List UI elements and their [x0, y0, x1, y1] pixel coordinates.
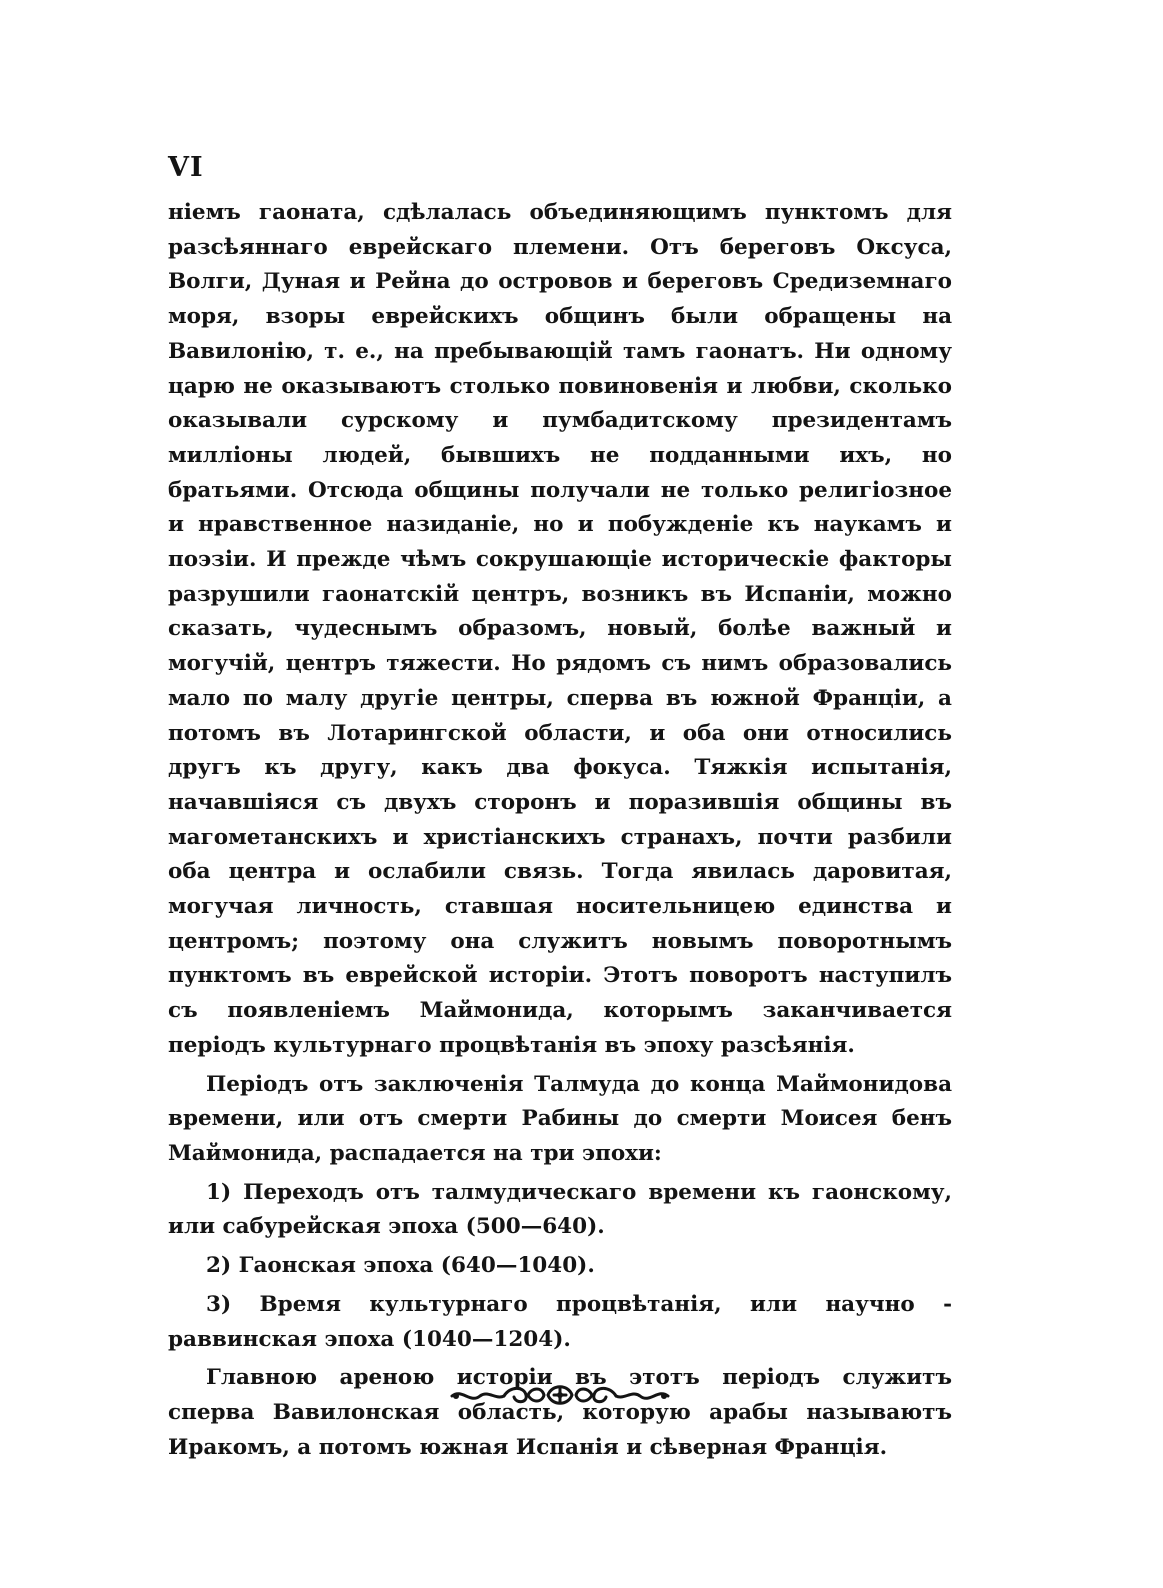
list-item-epoch-1: 1) Переходъ отъ талмудическаго времени къ гаонскому, или сабурейская эпоха (500—640).: [168, 1179, 952, 1240]
list-item-epoch-2: 2) Гаонская эпоха (640—1040).: [206, 1253, 595, 1279]
paragraph-arena: Главною ареною исторіи въ этотъ періодъ служитъ сперва Вавилонская область, которую арабы называютъ Иракомъ, а потомъ южная Испанія и сѣверная Франція.: [168, 1365, 952, 1460]
body-text: [168, 196, 952, 1465]
ornament-divider-icon: [448, 1378, 672, 1412]
paragraph-period-division: Періодъ отъ заключенія Талмуда до конца Маймонидова времени, или отъ смерти Рабины до смерти Моисея бенъ Маймонида, распадается на три эпохи:: [168, 1071, 952, 1166]
page-number: VI: [168, 152, 204, 183]
list-item-epoch-3: 3) Время культурнаго процвѣтанія, или научно - раввинская эпоха (1040—1204).: [168, 1291, 952, 1352]
paragraph-continuation: ніемъ гаоната, сдѣлалась объединяющимъ пунктомъ для разсѣяннаго еврейскаго племени. Отъ береговъ Оксуса, Волги, Дуная и Рейна до островов и береговъ Средиземнаго моря, взоры еврейскихъ общинъ были обращены на Вавилонію, т. е., на пребывающій тамъ гаонатъ. Ни одному царю не оказываютъ столько повиновенія и любви, сколько оказывали сурскому и пумбадитскому президентамъ милліоны людей, бывшихъ не подданными ихъ, но братьями. Отсюда общины получали не только религіозное и нравственное назиданіе, но и побужденіе къ наукамъ и поэзіи. И прежде чѣмъ сокрушающіе историческіе факторы разрушили гаонатскій центръ, возникъ въ Испаніи, можно сказать, чудеснымъ образомъ, новый, болѣе важный и могучій, центръ тяжести. Но рядомъ съ нимъ образовались мало по малу другіе центры, сперва въ южной Франціи, а потомъ въ Лотарингской области, и оба они относились другъ къ другу, какъ два фокуса. Тяжкія испытанія, начавшіяся съ двухъ сторонъ и поразившія общины въ магометанскихъ и христіанскихъ странахъ, почти разбили оба центра и ослабили связь. Тогда явилась даровитая, могучая личность, ставшая носительницею единства и центромъ; поэтому она служитъ новымъ поворотнымъ пунктомъ въ еврейской исторіи. Этотъ поворотъ наступилъ съ появленіемъ Маймонида, которымъ заканчивается періодъ культурнаго процвѣтанія въ эпоху разсѣянія.: [168, 200, 952, 1058]
